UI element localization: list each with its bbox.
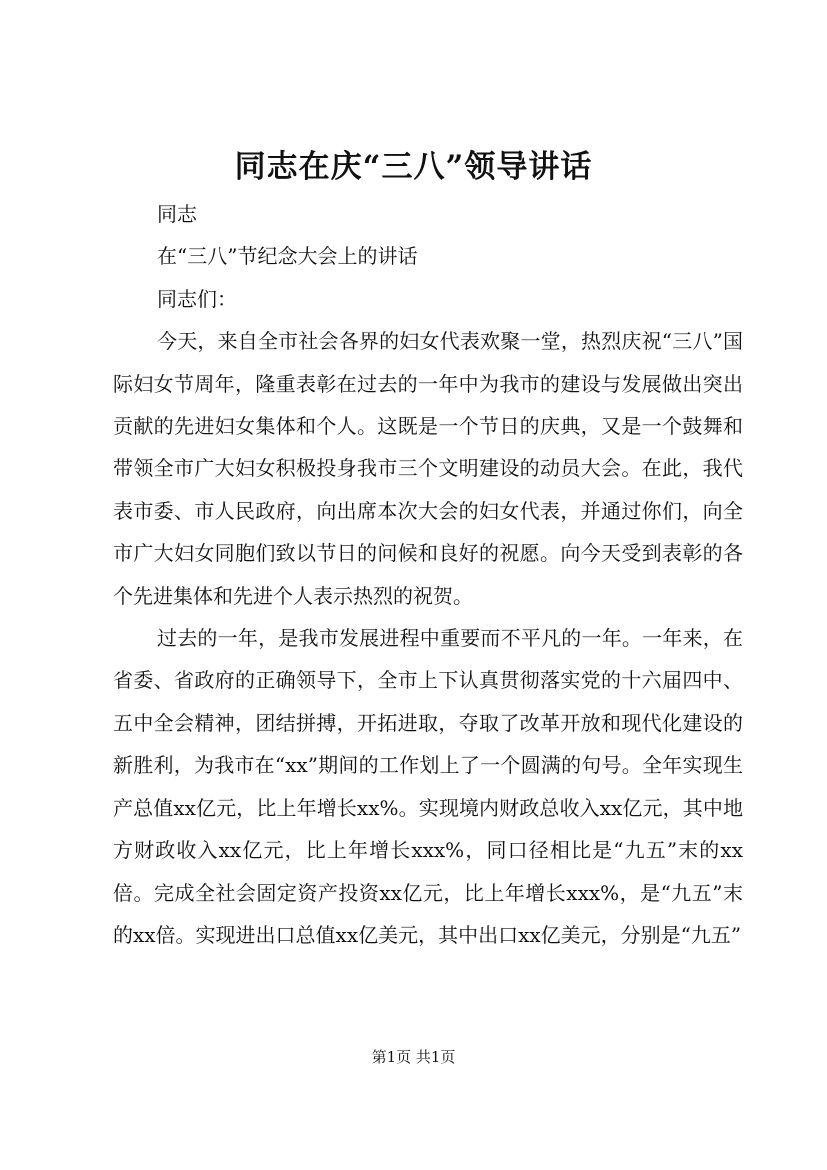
document-body xyxy=(113,193,743,956)
speaker-line: 同志 xyxy=(157,202,197,226)
page-footer: 第1页 共1页 xyxy=(371,1048,456,1066)
paragraph-review: 过去的一年，是我市发展进程中重要而不平凡的一年。一年来，在省委、省政府的正确领导下，全市上下认真贯彻落实党的十六届四中、五中全会精神，团结拼搏，开拓进取，夺取了改革开放和现代化建设的新胜利，为我市在“xx”期间的工作划上了一个圆满的句号。全年实现生产总值xx亿元，比上年增长xx%。实现境内财政总收入xx亿元，其中地方财政收入xx亿元，比上年增长xxx%，同口径相比是“九五”末的xx倍。完成全社会固定资产投资xx亿元，比上年增长xxx%，是“九五”末的xx倍。实现进出口总值xx亿美元，其中出口xx亿美元，分别是“九五” xyxy=(113,626,743,947)
document-title: 同志在庆“三八”领导讲话 xyxy=(234,149,593,185)
speech-subtitle: 在“三八”节纪念大会上的讲话 xyxy=(157,244,418,269)
paragraph-opening: 今天，来自全市社会各界的妇女代表欢聚一堂，热烈庆祝“三八”国际妇女节周年，隆重表彰在过去的一年中为我市的建设与发展做出突出贡献的先进妇女集体和个人。这既是一个节日的庆典，又是一个鼓舞和带领全市广大妇女积极投身我市三个文明建设的动员大会。在此，我代表市委、市人民政府，向出席本次大会的妇女代表，并通过你们，向全市广大妇女同胞们致以节日的问候和良好的祝愿。向今天受到表彰的各个先进集体和先进个人表示热烈的祝贺。 xyxy=(113,329,743,608)
salutation: 同志们： xyxy=(157,286,237,311)
